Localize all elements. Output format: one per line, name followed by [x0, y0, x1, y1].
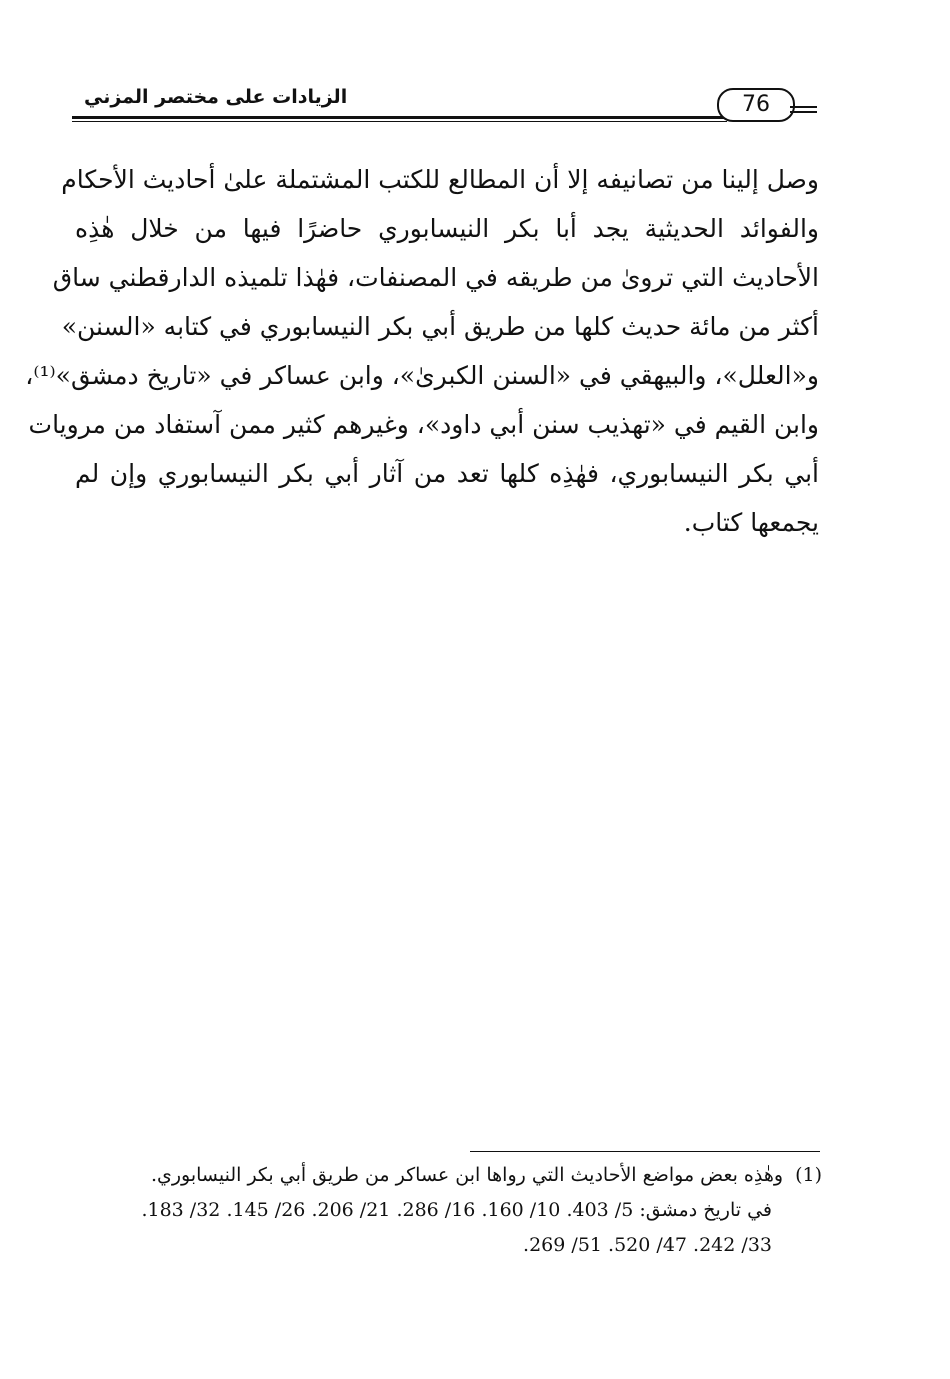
body-line: يجمعها كتاب. [683, 508, 819, 537]
body-line: الأحاديث التي تروىٰ من طريقه في المصنفات، فهٰذا تلميذه الدارقطني ساق [52, 263, 819, 292]
running-title: الزيادات على مختصر المزني [84, 86, 348, 108]
footnote-line [80, 1158, 822, 1193]
page-header [72, 84, 817, 124]
footnotes [80, 1158, 822, 1263]
body-line: والفوائد الحديثية يجد أبا بكر النيسابوري حاضرًا فيها من خلال هٰذِه [75, 214, 819, 243]
body-line: وابن القيم في «تهذيب سنن أبي داود»، وغيرهم كثير ممن آستفاد من مرويات [28, 410, 819, 439]
page-number-badge: 76 [717, 88, 795, 122]
body-paragraph [25, 155, 819, 547]
body-line: أكثر من مائة حديث كلها من طريق أبي بكر النيسابوري في كتابه «السنن» [61, 312, 819, 341]
header-rule-thin [72, 121, 727, 122]
footnote-text: وهٰذِه بعض مواضع الأحاديث التي رواها ابن عساكر من طريق أبي بكر النيسابوري. [150, 1164, 784, 1186]
badge-tail [790, 106, 817, 108]
body-line: أبي بكر النيسابوري، فهٰذِه كلها تعد من آثار أبي بكر النيسابوري وإن لم [75, 459, 819, 488]
badge-tail [790, 111, 817, 113]
body-line: وصل إلينا من تصانيفه إلا أن المطالع للكتب المشتملة علىٰ أحاديث الأحكام [61, 165, 819, 194]
footnote-separator [470, 1151, 820, 1152]
footnote-line: 33/ 242. 47/ 520. 51/ 269. [523, 1234, 772, 1256]
footnote-number: (1) [795, 1164, 822, 1186]
footnote-line: في تاريخ دمشق: 5/ 403. 10/ 160. 16/ 286. 21/ 206. 26/ 145. 32/ 183. [141, 1199, 772, 1221]
body-line: و«العلل»، والبيهقي في «السنن الكبرىٰ»، وابن عساكر في «تاريخ دمشق»⁽¹⁾، [25, 361, 819, 390]
header-rule [72, 116, 727, 119]
